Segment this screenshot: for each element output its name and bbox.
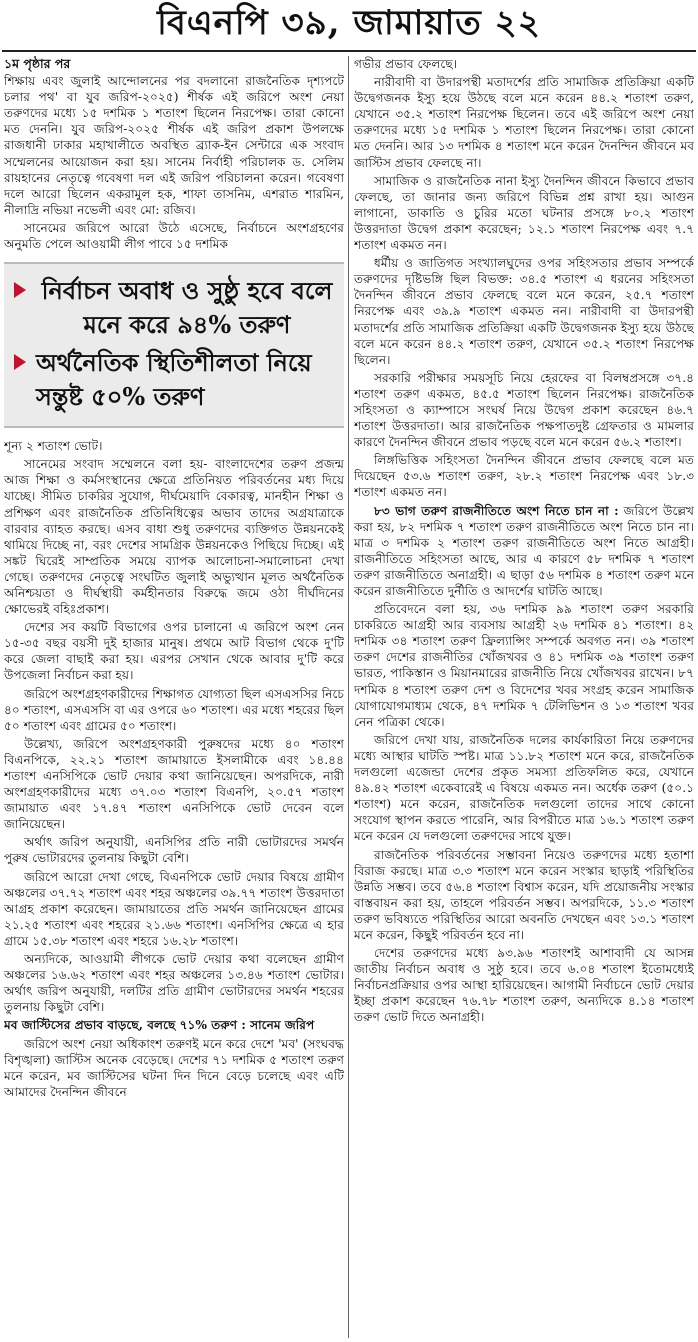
paragraph: সানেমের জরিপে আরো উঠে এসেছে, নির্বাচনে অংশগ্রহণের অনুমতি পেলে আওয়ামী লীগ পাবে ১৫ দশমিক bbox=[4, 220, 344, 252]
paragraph: শূন্য ২ শতাংশ ভোট। bbox=[4, 439, 103, 454]
paragraph: প্রতিবেদনে বলা হয়, ৩৬ দশমিক ৯৯ শতাংশ তরুণ সরকারি চাকরিতে আগ্রহী আর ব্যবসায় আগ্রহী ২৬ দশমিক ৪১ শতাংশ। ৪২ দশমিক ৩৪ শতাংশ তরুণ ফ্রিল্যান্সিং সম্পর্কে অবগত নন। ৩৯ শতাংশ তরুণ দেশের রাজনীতির খোঁজখবর ও ৪১ দশমিক ৩৯ শতাংশ তরুণ ভারত, পাকিস্তান ও মিয়ানমারের রাজনীতি নিয়ে খোঁজখবর রাখেন। ৮৭ দশমিক ৪ শতাংশ তরুণ দেশ ও বিদেশের খবর সংগ্রহ করেন সামাজিক যোগাযোগমাধ্যম থেকে, ৪৭ দশমিক ৭ টেলিভিশন ও ১৩ শতাংশ খবর নেন পত্রিকা থেকে। bbox=[354, 602, 694, 729]
section-subhead: মব জাস্টিসের প্রভাব বাড়ছে, বলছে ৭১% তরুণ : সানেম জরিপ bbox=[4, 1018, 315, 1033]
paragraph: সামাজিক ও রাজনৈতিক নানা ইস্যু দৈনন্দিন জীবনে কিভাবে প্রভাব ফেলছে, তা জানার জন্য জরিপে বিভিন্ন প্রশ্ন রাখা হয়। আগুন লাগানো, ডাকাতি ও চুরির মতো ঘটনার প্রসঙ্গে ৮০.২ শতাংশ উত্তরদাতা উদ্বেগ প্রকাশ করেছেন; ১২.১ শতাংশ নিরপেক্ষ এবং ৭.৭ শতাংশ একমত নন। bbox=[354, 173, 694, 253]
paragraph: উল্লেখ্য, জরিপে অংশগ্রহণকারী পুরুষদের মধ্যে ৪০ শতাংশ বিএনপিকে, ২২.২১ শতাংশ জামায়াতে ইসলামীকে এবং ১৪.৪৪ শতাংশ এনসিপিকে ভোট দেয়ার কথা জানিয়েছেন। অপরদিকে, নারী অংশগ্রহণকারীদের মধ্যে ৩৭.০৩ শতাংশ বিএনপি, ২০.৫৭ শতাংশ জামায়াত এবং ১৭.৪৭ শতাংশ এনসিপিকে ভোট দেবেন বলে জানিয়েছেন। bbox=[4, 736, 344, 832]
paragraph: গভীর প্রভাব ফেলছে। bbox=[354, 57, 458, 71]
highlight-item bbox=[14, 274, 338, 342]
right-column bbox=[354, 56, 694, 1338]
continuation-kicker: ১ম পৃষ্ঠার পর bbox=[4, 56, 71, 71]
highlight-box bbox=[4, 262, 344, 428]
section-subhead: ৮৩ ভাগ তরুণ রাজনীতিতে অংশ নিতে চান না : bbox=[374, 503, 619, 518]
paragraph: সানেমের সংবাদ সম্মেলনে বলা হয়- বাংলাদেশের তরুণ প্রজন্ম আজ শিক্ষা ও কর্মসংস্থানের ক্ষেত্রে প্রতিনিয়ত পরিবর্তনের মধ্য দিয়ে যাচ্ছে। সীমিত চাকরির সুযোগ, দীর্ঘমেয়াদি বেকারত্ব, মানহীন শিক্ষা ও প্রশিক্ষণ এবং রাজনৈতিক প্রতিনিধিত্বের অভাব তাদের অগ্রযাত্রাকে বারবার ব্যাহত করছে। এসব বাধা শুধু তরুণদের ব্যক্তিগত উন্নয়নকেই থামিয়ে দিচ্ছে না, বরং দেশের সামগ্রিক উন্নয়নকেও পিছিয়ে দিচ্ছে। এই সঙ্কট ঘিরেই সাম্প্রতিক সময়ে ব্যাপক আলোচনা-সমালোচনা দেখা গেছে। তরুণদের নেতৃত্বে সংঘটিত জুলাই অভ্যুত্থান মূলত অর্থনৈতিক অনিশ্চয়তা ও দীর্ঘস্থায়ী কর্মহীনতার বিরুদ্ধে জমে ওঠা দীর্ঘদিনের ক্ষোভেরই বহিঃপ্রকাশ। bbox=[4, 457, 344, 617]
highlight-item bbox=[14, 346, 338, 414]
triangle-marker-icon bbox=[14, 282, 26, 298]
paragraph: রাজনৈতিক পরিবর্তনের সম্ভাবনা নিয়েও তরুণদের মধ্যে হতাশা বিরাজ করছে। মাত্র ৩.৩ শতাংশ মনে করেন সংস্কার ছাড়াই পরিস্থিতির উন্নতি সম্ভব। তবে ৫৬.৪ শতাংশ বিশ্বাস করেন, যদি প্রয়োজনীয় সংস্কার বাস্তবায়ন করা হয়, তাহলে পরিবর্তন সম্ভব। অপরদিকে, ১১.৩ শতাংশ তরুণ ভবিষ্যতে পরিস্থিতির আরো অবনতি দেখছেন এবং ১৩.১ শতাংশ মনে করেন, কিছুই পরিবর্তন হবে না। bbox=[354, 847, 694, 942]
headline: বিএনপি ৩৯, জামায়াত ২২ bbox=[157, 3, 541, 43]
paragraph: সরকারি পরীক্ষার সময়সূচি নিয়ে হেরফের বা বিলম্বপ্রসঙ্গে ৩৭.৪ শতাংশ তরুণ একমত, ৪৫.৫ শতাংশ ছিলেন নিরপেক্ষ। রাজনৈতিক সহিংসতা ও ক্যাম্পাসে সংঘর্ষ নিয়ে উদ্বেগ প্রকাশ করেছেন ৪৬.৭ শতাংশ উত্তরদাতা। আর রাজনৈতিক পক্ষপাতদুষ্ট গ্রেফতার ও মামলার কারণে দৈনন্দিন জীবনে প্রভাব পড়ছে বলে মনে করেন ৫৬.২ শতাংশ। bbox=[354, 370, 694, 450]
column-divider bbox=[348, 56, 349, 1338]
paragraph: অর্থাৎ জরিপ অনুযায়ী, এনসিপির প্রতি নারী ভোটারদের সমর্থন পুরুষ ভোটারদের তুলনায় কিছুটা বেশি। bbox=[4, 835, 344, 866]
paragraph bbox=[354, 503, 694, 600]
headline-rule bbox=[2, 50, 696, 52]
triangle-marker-icon bbox=[14, 354, 26, 370]
paragraph: দেশের তরুণদের মধ্যে ৯৩.৯৬ শতাংশই আশাবাদী যে আসন্ন জাতীয় নির্বাচন অবাধ ও সুষ্ঠু হবে। তবে ৬.০৪ শতাংশ ইতোমধ্যেই নির্বাচনপ্রক্রিয়ার ওপর আস্থা হারিয়েছেন। আগামী নির্বাচনে ভোট দেয়ার ইচ্ছা প্রকাশ করেছেন ৭৬.৭৮ শতাংশ তরুণ, অন্যদিকে ৪.১৪ শতাংশ তরুণ ভোট দিতে অনাগ্রহী। bbox=[354, 946, 694, 1025]
paragraph: শিক্ষায় এবং জুলাই আন্দোলনের পর বদলানো রাজনৈতিক দৃশ্যপটে চলার পথ' বা যুব জরিপ-২০২৫) শীর্ষক এই জরিপে অংশ নেয়া তরুণদের মধ্যে ১৫ দশমিক ১ শতাংশ ছিলেন নিরপেক্ষ। তারা কোনো মত দেননি। যুব জরিপ-২০২৫ শীর্ষক এই জরিপ প্রকাশ উপলক্ষে রাজধানী ঢাকার মহাখালীতে অবস্থিত ব্র্যাক-ইন সেন্টারে এক সংবাদ সম্মেলনের আয়োজন করা হয়। সানেম নির্বাহী পরিচালক ড. সেলিম রায়হানের নেতৃত্বে গবেষণা দল এই জরিপ পরিচালনা করেন। গবেষণা দলে আরো ছিলেন একরামুল হক, শাফা তাসনিম, এশরাত শারমিন, নীলাদ্রি নভিয়া নভেলী এবং মো: রজিব। bbox=[4, 74, 344, 217]
paragraph: অন্যদিকে, আওয়ামী লীগকে ভোট দেয়ার কথা বলেছেন গ্রামীণ অঞ্চলের ১৬.৬২ শতাংশ এবং শহর অঞ্চলের ১৩.৪৬ শতাংশ ভোটার। অর্থাৎ জরিপ অনুযায়ী, দলটির প্রতি গ্রামীণ ভোটারদের সমর্থন শহরের তুলনায় কিছুটা বেশি। bbox=[4, 952, 344, 1015]
paragraph-text: জরিপে উল্লেখ করা হয়, ৮২ দশমিক ৭ শতাংশ তরুণ রাজনীতিতে অংশ নিতে চান না। মাত্র ৩ দশমিক ২ শতাংশ তরুণ রাজনীতিতে অংশ নিতে আগ্রহী। রাজনীতিতে সহিংসতা আছে, আর এ কারণে ৫৮ দশমিক ৭ শতাংশ তরুণ রাজনীতিতে অনাগ্রহী। এ ছাড়া ৫৬ দশমিক ৪ শতাংশ তরুণ মনে করেন রাজনীতিতে দুর্নীতি ও আদর্শের ঘাটতি আছে। bbox=[354, 503, 694, 598]
paragraph: জরিপে অংশ নেয়া অধিকাংশ তরুণই মনে করে দেশে 'মব' (সংঘবদ্ধ বিশৃঙ্খলা) জাস্টিস অনেক বেড়েছে। দেশের ৭১ দশমিক ৫ শতাংশ তরুণ মনে করেন, মব জাস্টিসের ঘটনা দিন দিনে বেড়ে চলেছে এবং এটি আমাদের দৈনন্দিন জীবনে bbox=[4, 1036, 344, 1099]
paragraph: নারীবাদী বা উদারপন্থী মতাদর্শের প্রতি সামাজিক প্রতিক্রিয়া একটি উদ্বেগজনক ইস্যু হয়ে উঠছে বলে মনে করেন ৪৪.২ শতাংশ তরুণ, যেখানে ৩৫.২ শতাংশ নিরপেক্ষ ছিলেন। তবে এই জরিপে অংশ নেয়া তরুণদের মধ্যে ১৫ দশমিক ১ শতাংশ ছিলেন নিরপেক্ষ। তারা কোনো মত দেননি। আর ১৩ দশমিক ৪ শতাংশ মনে করেন দৈনন্দিন জীবনে মব জাস্টিস প্রভাব ফেলছে না। bbox=[354, 75, 694, 170]
paragraph: জরিপে অংশগ্রহণকারীদের শিক্ষাগত যোগ্যতা ছিল এসএসসির নিচে ৪০ শতাংশ, এসএসসি বা এর ওপরে ৬০ শতাংশ। এর মধ্যে শহরের ছিল ৫০ শতাংশ এবং গ্রামের ৫০ শতাংশ। bbox=[4, 686, 344, 733]
paragraph: লিঙ্গভিত্তিক সহিংসতা দৈনন্দিন জীবনে প্রভাব ফেলছে বলে মত দিয়েছেন ৫৩.৬ শতাংশ তরুণ, ২৮.২ শতাংশ নিরপেক্ষ এবং ১৮.৩ শতাংশ একমত নন। bbox=[354, 453, 694, 500]
paragraph: দেশের সব কয়টি বিভাগের ওপর চালানো এ জরিপে অংশ নেন ১৫-৩৫ বছর বয়সী দুই হাজার মানুষ। প্রথমে আট বিভাগ থেকে দু'টি করে জেলা বাছাই করা হয়। এরপর সেখান থেকে আবার দু'টি করে উপজেলা নির্বাচন করা হয়। bbox=[4, 620, 344, 683]
left-column bbox=[4, 56, 344, 1338]
highlight-text: অর্থনৈতিক স্থিতিশীলতা নিয়ে সন্তুষ্ট ৫০% তরুণ bbox=[36, 348, 312, 412]
highlight-text: নির্বাচন অবাধ ও সুষ্ঠু হবে বলে মনে করে ৯৪% তরুণ bbox=[41, 276, 333, 340]
paragraph: জরিপে দেখা যায়, রাজনৈতিক দলের কার্যকারিতা নিয়ে তরুণদের মধ্যে আস্থার ঘাটতি স্পষ্ট। মাত্র ১১.৮২ শতাংশ মনে করে, রাজনৈতিক দলগুলো এজেন্ডা দেশের প্রকৃত সমস্যা প্রতিফলিত করে, যেখানে ৪৯.৪২ শতাংশ একেবারেই এ বিষয়ে একমত নন। অর্ধেক তরুণ (৫০.১ শতাংশ) মনে করেন, রাজনৈতিক দলগুলো তাদের সাথে কোনো সংযোগ স্থাপন করতে পারেনি, আর বিপরীতে মাত্র ১৬.১ শতাংশ তরুণ মনে করেন যে দলগুলো তরুণদের সাথে যুক্ত। bbox=[354, 732, 694, 844]
paragraph: ধর্মীয় ও জাতিগত সংখ্যালঘুদের ওপর সহিংসতার প্রভাব সম্পর্কে তরুণদের দৃষ্টিভঙ্গি ছিল বিভক্ত: ৩৪.৫ শতাংশ এ ধরনের সহিংসতা দৈনন্দিন জীবনে প্রভাব ফেলছে বলে মনে করেন, ২৫.৭ শতাংশ নিরপেক্ষ এবং ৩৯.৯ শতাংশ একমত নন। নারীবাদী বা উদারপন্থী মতাদর্শের প্রতি সামাজিক প্রতিক্রিয়া একটি উদ্বেগজনক ইস্যু হয়ে উঠছে বলে মনে করেন ৪৪.২ শতাংশ তরুণ, যেখানে ৩৫.২ শতাংশ নিরপেক্ষ ছিলেন। bbox=[354, 256, 694, 367]
paragraph: জরিপে আরো দেখা গেছে, বিএনপিকে ভোট দেয়ার বিষয়ে গ্রামীণ অঞ্চলের ৩৭.৭২ শতাংশ এবং শহর অঞ্চলের ৩৯.৭৭ শতাংশ উত্তরদাতা আগ্রহ প্রকাশ করেছেন। জামায়াতের প্রতি সমর্থন জানিয়েছেন গ্রামের ২১.২৫ শতাংশ এবং শহরের ২১.৬৬ শতাংশ। এনসিপির ক্ষেত্রে এ হার গ্রামে ১৫.৩৮ শতাংশ এবং শহরে ১৬.২৮ শতাংশ। bbox=[4, 869, 344, 948]
